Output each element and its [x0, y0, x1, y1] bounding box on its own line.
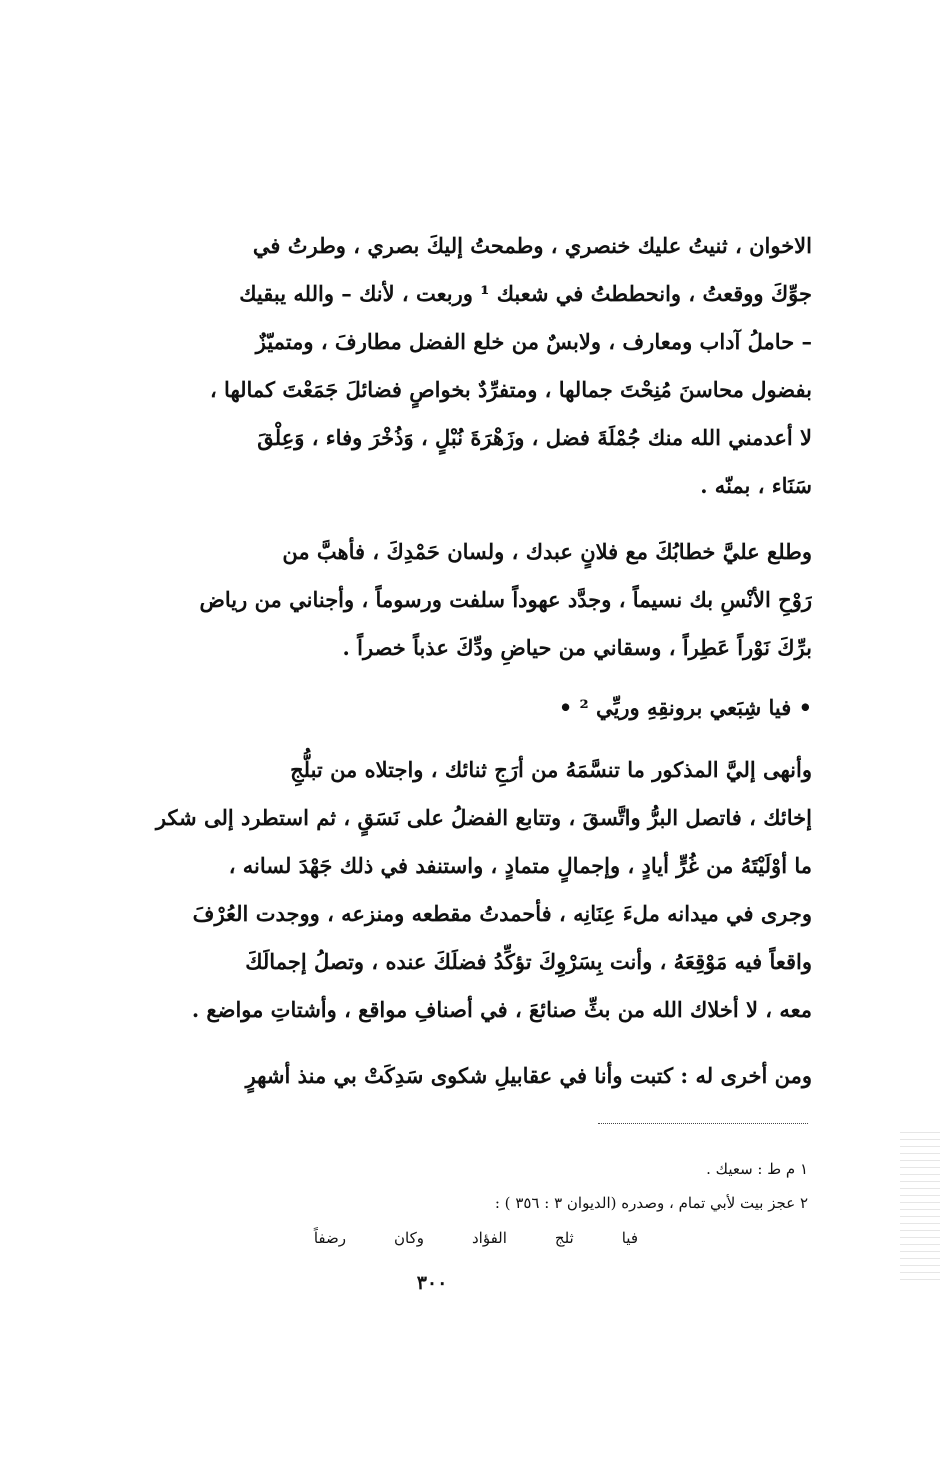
text-line: وطلع عليَّ خطابُكَ مع فلانٍ عبدك ، ولسان حَمْدِكَ ، فأهبَّ من: [282, 539, 812, 564]
text-line: وأنهى إليَّ المذكور ما تنسَّمَهُ من أرَجِ ثنائك ، واجتلاه من تبلُّجِ: [290, 757, 812, 782]
text-line: لا أعدمني الله منك جُمْلَةَ فضل ، وزَهْرَةَ نُبْلٍ ، وَذُخْرَ وفاء ، وَعِلْقَ: [257, 425, 812, 450]
text-line: جوِّكَ ووقعتُ ، وانحططتُ في شعبك ¹ وربعت ، لأنك – والله يبقيك: [239, 281, 812, 306]
paragraph-2: [104, 528, 812, 672]
footnotes: [240, 1152, 808, 1256]
footnote-1: ١ م ط : سعيك .: [706, 1160, 808, 1178]
page-number: ٣٠٠: [416, 1272, 448, 1294]
footnote-verse-word: وكان: [393, 1229, 424, 1247]
text-line: بفضول محاسنَ مُنِحْتَ جمالها ، ومتفرِّدٌ بخواصٍ فضائلَ جَمَعْتَ كمالها ،: [209, 377, 812, 402]
text-line: معه ، لا أخلاك الله من بثِّ صنائعَ ، في أصنافِ مواقع ، وأشتاتِ مواضع .: [191, 997, 812, 1022]
footnote-divider: [598, 1123, 808, 1124]
text-line: برِّكَ نَوْراً عَطِراً ، وسقاني من حياضِ ودِّكَ عذباً خصراً .: [342, 635, 812, 660]
footnote-verse-word: ثلج: [554, 1229, 574, 1247]
text-line: إخائك ، فاتصل البرُّ واتَّسقَ ، وتتابع الفضلُ على نَسَقٍ ، ثم استطرد إلى شكر: [155, 805, 812, 830]
text-line: – حاملُ آداب ومعارف ، ولابسٌ من خلع الفضل مطارفَ ، ومتميّزٌ: [255, 329, 812, 354]
paragraph-4: [104, 1052, 812, 1100]
text-line: ما أوْلَيْتَهُ من غُرٍّ أيادٍ ، وإجمالٍ متمادٍ ، واستنفد في ذلك جَهْدَ لسانه ،: [228, 853, 812, 878]
footnote-verse-word: فيا: [621, 1229, 638, 1247]
footnote-2: ٢ عجز بيت لأبي تمام ، وصدره (الديوان ٣ : ٣٥٦ ) :: [494, 1194, 808, 1212]
verse-line: [104, 684, 812, 732]
paragraph-3: [104, 746, 812, 1034]
text-line: واقعاً فيه مَوْقِعَهُ ، وأنت بِسَرْوِكَ تؤكِّدُ فضلَكَ عنده ، وتصلُ إجمالَكَ: [245, 949, 812, 974]
scan-speckle: [900, 1130, 940, 1280]
paragraph-1: [104, 222, 812, 510]
footnote-verse-word: الفؤاد: [471, 1229, 507, 1247]
verse-text: • فيا شِبَعي برونقِهِ وريِّي ² •: [558, 695, 812, 720]
text-line: رَوْحِ الأنْسِ بك نسيماً ، وجدَّد عهوداً سلفت ورسوماً ، وأجناني من رياض: [199, 587, 812, 612]
text-line: ومن أخرى له : كتبت وأنا في عقابيلِ شكوى سَدِكَتْ بي منذ أشهرٍ: [245, 1063, 812, 1088]
footnote-verse: [240, 1220, 808, 1256]
text-line: سَنَاء ، بمنّه .: [700, 473, 812, 498]
footnote-verse-word: رضفاً: [313, 1229, 346, 1247]
text-line: وجرى في ميدانه ملءَ عِنَانِه ، فأحمدتُ مقطعه ومنزعه ، ووجدت العُرْفَ: [192, 901, 812, 926]
text-line: الاخوان ، ثنيتُ عليك خنصري ، وطمحتُ إليكَ بصري ، وطرتُ في: [252, 233, 812, 258]
